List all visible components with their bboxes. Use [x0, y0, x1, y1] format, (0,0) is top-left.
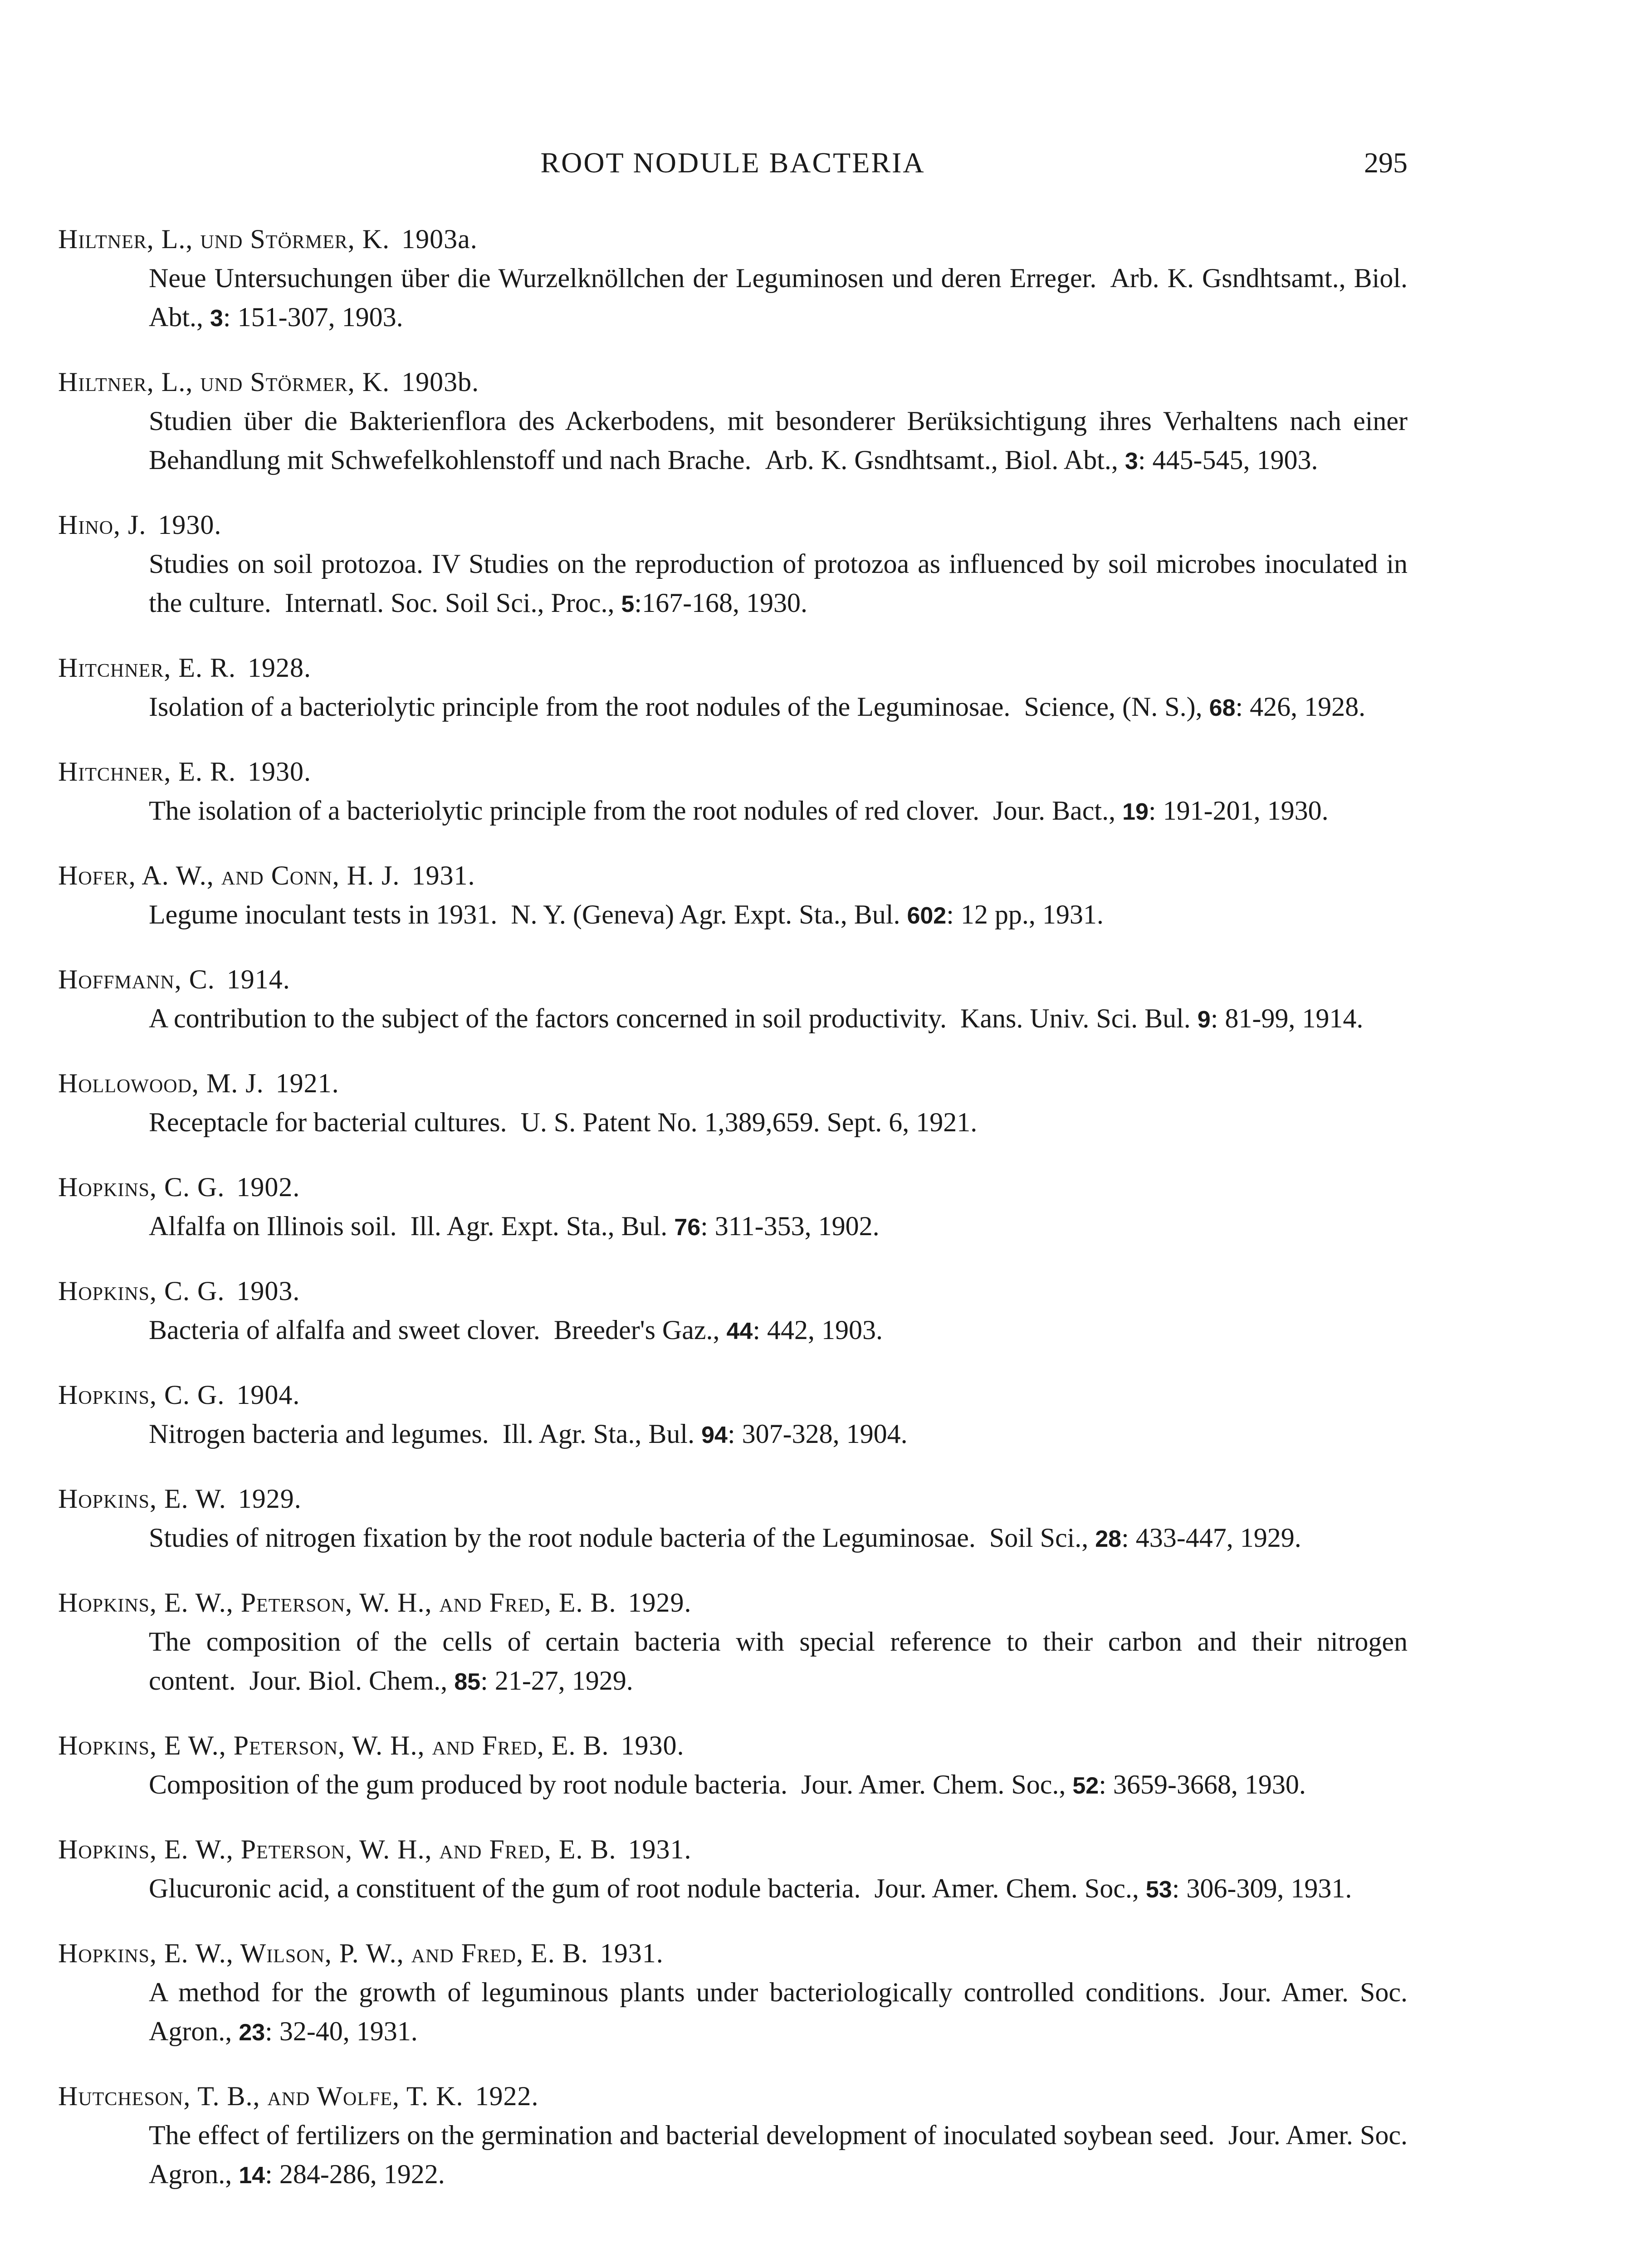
reference-body [58, 401, 1408, 481]
reference-author-line [58, 1934, 1408, 1973]
reference-volume: 602 [907, 903, 947, 929]
reference-entry [58, 2077, 1408, 2195]
reference-body [58, 1869, 1408, 1909]
reference-list [58, 220, 1408, 2219]
reference-body [58, 1207, 1408, 1247]
reference-title: The composition of the cells of certain bacteria with special reference to their carbon and their nitrogen content. [149, 1627, 1408, 1696]
reference-volume: 5 [621, 591, 635, 617]
reference-year: 1903b. [401, 367, 479, 397]
reference-year: 1928. [248, 653, 311, 683]
reference-entry [58, 1064, 1408, 1143]
reference-body [58, 2116, 1408, 2195]
reference-source: Jour. Amer. Soc. Agron., [149, 1977, 1408, 2046]
reference-volume: 76 [674, 1214, 701, 1241]
reference-pages: : 151-307, 1903. [223, 302, 403, 332]
reference-pages: : 311-353, 1902. [700, 1211, 880, 1241]
reference-body [58, 1622, 1408, 1701]
reference-title: Composition of the gum produced by root nodule bacteria. [149, 1769, 788, 1799]
reference-authors: Hopkins, C. G. [58, 1380, 225, 1410]
reference-authors: Hopkins, E. W., Peterson, W. H., and Fred, E. B. [58, 1588, 616, 1618]
reference-year: 1930. [248, 757, 311, 787]
reference-title: Legume inoculant tests in 1931. [149, 899, 498, 929]
reference-year: 1931. [411, 860, 475, 890]
reference-volume: 53 [1145, 1877, 1172, 1903]
reference-title: Receptacle for bacterial cultures. [149, 1107, 507, 1137]
reference-source: N. Y. (Geneva) Agr. Expt. Sta., Bul. [511, 899, 907, 929]
reference-source: Ill. Agr. Sta., Bul. [502, 1419, 702, 1449]
reference-authors: Hiltner, L., und Störmer, K. [58, 224, 390, 254]
reference-volume: 52 [1072, 1773, 1099, 1799]
reference-year: 1929. [238, 1484, 302, 1514]
reference-authors: Hofer, A. W., and Conn, H. J. [58, 860, 400, 890]
reference-source: Science, (N. S.), [1024, 692, 1209, 722]
reference-entry [58, 1271, 1408, 1351]
reference-author-line [58, 1375, 1408, 1414]
reference-pages: : 433-447, 1929. [1121, 1523, 1301, 1553]
reference-title: Nitrogen bacteria and legumes. [149, 1419, 489, 1449]
reference-author-line [58, 960, 1408, 999]
reference-authors: Hitchner, E. R. [58, 653, 236, 683]
reference-authors: Hitchner, E. R. [58, 757, 236, 787]
reference-volume: 94 [701, 1422, 728, 1448]
reference-volume: 85 [454, 1669, 481, 1695]
reference-entry [58, 220, 1408, 338]
reference-title: Neue Untersuchungen über die Wurzelknöllchen der Leguminosen und deren Erreger. [149, 263, 1097, 293]
reference-year: 1903a. [401, 224, 478, 254]
page-number: 295 [1364, 147, 1408, 179]
reference-source: Jour. Amer. Soc. Agron., [149, 2120, 1408, 2189]
reference-author-line [58, 856, 1408, 895]
reference-author-line [58, 648, 1408, 687]
reference-source: Jour. Amer. Chem. Soc., [801, 1769, 1073, 1799]
reference-authors: Hutcheson, T. B., and Wolfe, T. K. [58, 2081, 464, 2111]
reference-author-line [58, 1726, 1408, 1765]
reference-volume: 14 [239, 2162, 265, 2189]
reference-title: Alfalfa on Illinois soil. [149, 1211, 397, 1241]
page [58, 0, 1408, 2268]
reference-year: 1904. [236, 1380, 300, 1410]
reference-entry [58, 1168, 1408, 1247]
reference-author-line [58, 1064, 1408, 1103]
reference-source: Jour. Biol. Chem., [249, 1666, 455, 1696]
reference-pages: : 307-328, 1904. [727, 1419, 908, 1449]
reference-entry [58, 648, 1408, 728]
reference-volume: 3 [1125, 448, 1138, 474]
reference-year: 1921. [275, 1068, 339, 1098]
page-header [58, 146, 1408, 187]
reference-entry [58, 1934, 1408, 2052]
reference-author-line [58, 2077, 1408, 2116]
reference-body [58, 1414, 1408, 1455]
reference-author-line [58, 1479, 1408, 1518]
reference-entry [58, 362, 1408, 481]
reference-entry [58, 1726, 1408, 1805]
reference-title: Studien über die Bakterienflora des Ackerbodens, mit besonderer Berüksichtigung ihres Verhaltens nach einer Behandlung mit Schwefelkohlenstoff und nach Brache. [149, 406, 1408, 475]
reference-title: The isolation of a bacteriolytic principle from the root nodules of red clover. [149, 796, 980, 826]
reference-year: 1914. [226, 964, 290, 994]
reference-volume: 23 [239, 2019, 265, 2046]
reference-entry [58, 960, 1408, 1039]
reference-year: 1930. [621, 1730, 684, 1760]
reference-volume: 28 [1095, 1526, 1122, 1552]
reference-pages: : 21-27, 1929. [480, 1666, 633, 1696]
reference-body [58, 999, 1408, 1039]
reference-title: Studies of nitrogen fixation by the root nodule bacteria of the Leguminosae. [149, 1523, 976, 1553]
reference-title: Bacteria of alfalfa and sweet clover. [149, 1315, 540, 1345]
reference-authors: Hopkins, E. W., Peterson, W. H., and Fred, E. B. [58, 1834, 616, 1864]
reference-source: Arb. K. Gsndhtsamt., Biol. Abt., [765, 445, 1125, 475]
reference-year: 1930. [158, 510, 222, 540]
reference-title: A contribution to the subject of the factors concerned in soil productivity. [149, 1003, 947, 1033]
reference-source: Jour. Bact., [993, 796, 1123, 826]
reference-source: Kans. Univ. Sci. Bul. [960, 1003, 1198, 1033]
reference-entry [58, 1583, 1408, 1701]
reference-entry [58, 505, 1408, 624]
reference-author-line [58, 505, 1408, 544]
reference-pages: : 3659-3668, 1930. [1099, 1769, 1306, 1799]
reference-year: 1931. [628, 1834, 692, 1864]
reference-author-line [58, 1168, 1408, 1207]
reference-body [58, 259, 1408, 338]
reference-source: Breeder's Gaz., [553, 1315, 727, 1345]
reference-author-line [58, 1583, 1408, 1622]
reference-authors: Hopkins, E W., Peterson, W. H., and Fred, E. B. [58, 1730, 609, 1760]
reference-body [58, 1518, 1408, 1559]
reference-body [58, 895, 1408, 935]
reference-source: Soil Sci., [989, 1523, 1095, 1553]
reference-source: Internatl. Soc. Soil Sci., Proc., [284, 588, 621, 618]
reference-title: Studies on soil protozoa. IV Studies on the reproduction of protozoa as influenced by soil microbes inoculated in the culture. [149, 549, 1408, 618]
reference-title: Isolation of a bacteriolytic principle from the root nodules of the Leguminosae. [149, 692, 1011, 722]
reference-entry [58, 1479, 1408, 1559]
reference-pages: : 445-545, 1903. [1138, 445, 1318, 475]
reference-author-line [58, 362, 1408, 401]
reference-volume: 9 [1197, 1007, 1211, 1033]
reference-year: 1902. [236, 1172, 300, 1202]
reference-year: 1922. [475, 2081, 539, 2111]
reference-title: Glucuronic acid, a constituent of the gum of root nodule bacteria. [149, 1873, 861, 1903]
running-title: ROOT NODULE BACTERIA [540, 147, 925, 179]
reference-author-line [58, 1271, 1408, 1310]
reference-authors: Hiltner, L., und Störmer, K. [58, 367, 390, 397]
reference-year: 1903. [236, 1276, 300, 1306]
reference-authors: Hopkins, E. W., Wilson, P. W., and Fred, E. B. [58, 1938, 588, 1968]
reference-volume: 68 [1209, 695, 1236, 721]
reference-authors: Hopkins, C. G. [58, 1276, 225, 1306]
reference-authors: Hino, J. [58, 510, 147, 540]
reference-authors: Hollowood, M. J. [58, 1068, 264, 1098]
reference-body [58, 1103, 1408, 1143]
reference-pages: : 12 pp., 1931. [946, 899, 1104, 929]
reference-entry [58, 1375, 1408, 1455]
reference-authors: Hoffmann, C. [58, 964, 215, 994]
reference-pages: :167-168, 1930. [634, 588, 808, 618]
reference-pages: : 81-99, 1914. [1210, 1003, 1364, 1033]
reference-author-line [58, 1830, 1408, 1869]
reference-author-line [58, 220, 1408, 259]
reference-title: A method for the growth of leguminous plants under bacteriologically controlled conditions. [149, 1977, 1206, 2007]
reference-body [58, 791, 1408, 831]
reference-author-line [58, 752, 1408, 791]
reference-authors: Hopkins, E. W. [58, 1484, 226, 1514]
reference-body [58, 1310, 1408, 1351]
reference-pages: : 32-40, 1931. [265, 2016, 418, 2046]
reference-volume: 44 [726, 1318, 753, 1344]
reference-year: 1929. [628, 1588, 692, 1618]
reference-pages: : 442, 1903. [753, 1315, 883, 1345]
reference-pages: : 426, 1928. [1235, 692, 1366, 722]
reference-volume: 19 [1122, 799, 1149, 825]
reference-body [58, 687, 1408, 728]
reference-volume: 3 [210, 305, 223, 332]
reference-entry [58, 1830, 1408, 1909]
reference-pages: : 191-201, 1930. [1148, 796, 1329, 826]
reference-pages: : 306-309, 1931. [1172, 1873, 1352, 1903]
reference-source: Jour. Amer. Chem. Soc., [874, 1873, 1146, 1903]
reference-title: The effect of fertilizers on the germination and bacterial development of inoculated soybean seed. [149, 2120, 1215, 2150]
reference-year: 1931. [600, 1938, 664, 1968]
reference-source: U. S. Patent No. 1,389,659. Sept. 6, 1921. [520, 1107, 978, 1137]
reference-body [58, 1765, 1408, 1805]
reference-source: Ill. Agr. Expt. Sta., Bul. [410, 1211, 675, 1241]
reference-body [58, 1973, 1408, 2052]
reference-entry [58, 856, 1408, 935]
reference-source: Arb. K. Gsndhtsamt., Biol. Abt., [149, 263, 1408, 332]
reference-body [58, 544, 1408, 624]
reference-pages: : 284-286, 1922. [265, 2159, 445, 2189]
reference-entry [58, 752, 1408, 831]
reference-authors: Hopkins, C. G. [58, 1172, 225, 1202]
